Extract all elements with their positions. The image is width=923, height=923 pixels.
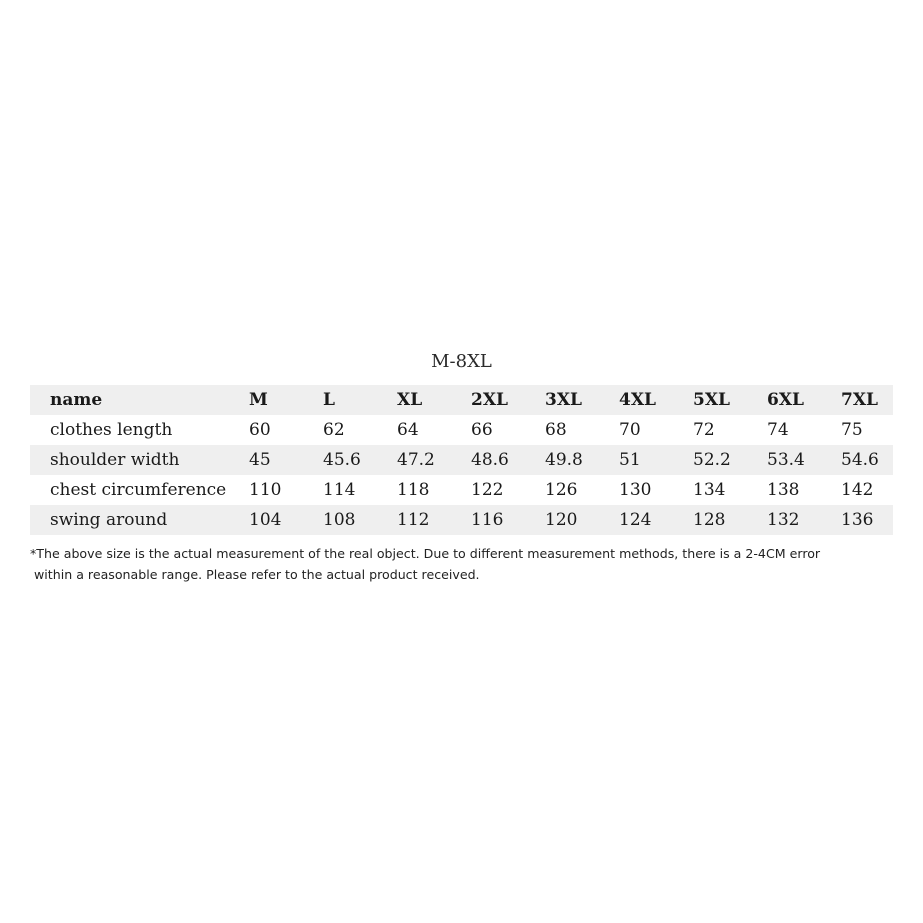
- table-cell: 74: [767, 420, 789, 440]
- header-cell: M: [249, 385, 323, 415]
- table-cell: 128: [693, 505, 767, 535]
- table-row: [30, 475, 893, 505]
- row-label: chest circumference: [50, 480, 227, 500]
- table-cell: 126: [545, 480, 578, 500]
- header-cell: 4XL: [619, 385, 693, 415]
- table-header-row: [30, 385, 893, 415]
- header-cell: XL: [397, 385, 471, 415]
- table-cell: 52.2: [693, 445, 767, 475]
- table-row: [30, 415, 893, 445]
- table-cell: 51: [619, 445, 693, 475]
- header-cell: L: [323, 385, 397, 415]
- note-line-2: within a reasonable range. Please refer to the actual product received.: [34, 567, 480, 582]
- table-cell: 122: [471, 480, 504, 500]
- table-cell: 70: [619, 420, 641, 440]
- table-cell: 134: [693, 480, 726, 500]
- table-cell: 45.6: [323, 445, 397, 475]
- table-cell: 112: [397, 505, 471, 535]
- table-cell: 62: [323, 420, 345, 440]
- header-cell: 7XL: [841, 385, 893, 415]
- table-cell: 72: [693, 420, 715, 440]
- row-label: clothes length: [50, 420, 173, 440]
- table-row: [30, 505, 893, 535]
- table-cell: 114: [323, 480, 356, 500]
- note-line-1: *The above size is the actual measurement of the real object. Due to different measurement methods, there is a 2-4CM error: [30, 546, 821, 561]
- table-cell: 49.8: [545, 445, 619, 475]
- table-cell: 64: [397, 420, 419, 440]
- table-cell: 45: [249, 445, 323, 475]
- table-cell: 124: [619, 505, 693, 535]
- table-cell: 110: [249, 480, 282, 500]
- table-row: [30, 445, 893, 475]
- table-cell: 120: [545, 505, 619, 535]
- table-cell: 53.4: [767, 445, 841, 475]
- table-cell: 136: [841, 505, 893, 535]
- header-cell: 2XL: [471, 385, 545, 415]
- table-cell: 60: [249, 420, 271, 440]
- header-cell: 5XL: [693, 385, 767, 415]
- table-cell: 75: [841, 420, 863, 440]
- table-cell: 48.6: [471, 445, 545, 475]
- table-cell: 116: [471, 505, 545, 535]
- table-cell: 138: [767, 480, 800, 500]
- header-cell: 3XL: [545, 385, 619, 415]
- table-cell: 130: [619, 480, 652, 500]
- size-table: [30, 385, 893, 535]
- table-cell: 104: [249, 505, 323, 535]
- table-cell: 118: [397, 480, 430, 500]
- table-cell: 142: [841, 480, 874, 500]
- row-label: swing around: [30, 505, 249, 535]
- header-cell: name: [30, 385, 249, 415]
- table-cell: 47.2: [397, 445, 471, 475]
- measurement-note: [30, 543, 900, 585]
- row-label: shoulder width: [30, 445, 249, 475]
- table-cell: 54.6: [841, 445, 893, 475]
- table-cell: 68: [545, 420, 567, 440]
- size-chart-title: M-8XL: [431, 351, 492, 372]
- table-cell: 108: [323, 505, 397, 535]
- table-cell: 132: [767, 505, 841, 535]
- header-cell: 6XL: [767, 385, 841, 415]
- table-cell: 66: [471, 420, 493, 440]
